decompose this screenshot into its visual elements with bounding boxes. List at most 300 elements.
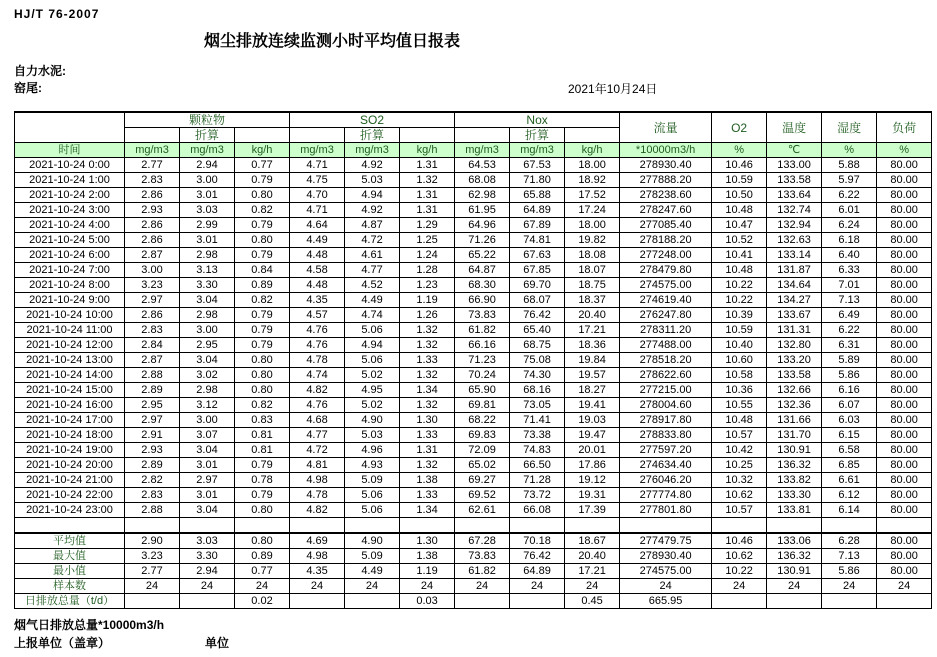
cell-value: 10.50	[712, 188, 767, 203]
cell-value: 4.81	[290, 458, 345, 473]
cell-value: 7.01	[822, 278, 877, 293]
cell-value: 17.39	[565, 503, 620, 518]
cell-value: 0.80	[235, 503, 290, 518]
unit-cell: kg/h	[565, 143, 620, 158]
cell-value: 10.22	[712, 293, 767, 308]
cell-value: 277215.00	[620, 383, 712, 398]
cell-value: 278917.80	[620, 413, 712, 428]
cell-value: 2.97	[125, 413, 180, 428]
row-time: 2021-10-24 14:00	[15, 368, 125, 383]
cell-value: 5.09	[345, 473, 400, 488]
cell-value: 80.00	[877, 308, 932, 323]
cell-value: 74.83	[510, 443, 565, 458]
cell-value: 0.79	[235, 323, 290, 338]
cell-value: 80.00	[877, 458, 932, 473]
table-row	[15, 473, 932, 488]
cell-value: 18.67	[565, 533, 620, 549]
corner-cell	[15, 112, 125, 143]
cell-value: 24	[455, 579, 510, 594]
cell-value: 277479.75	[620, 533, 712, 549]
cell-value: 133.20	[767, 353, 822, 368]
cell-value: 5.06	[345, 353, 400, 368]
row-time: 2021-10-24 5:00	[15, 233, 125, 248]
cell-value: 2.86	[125, 308, 180, 323]
table-row	[15, 263, 932, 278]
cell-value: 5.02	[345, 398, 400, 413]
cell-value: 4.94	[345, 338, 400, 353]
cell-value: 62.98	[455, 188, 510, 203]
table-row	[15, 278, 932, 293]
cell-value: 80.00	[877, 488, 932, 503]
cell-value: 2.86	[125, 218, 180, 233]
cell-value: 3.00	[180, 173, 235, 188]
row-time: 2021-10-24 17:00	[15, 413, 125, 428]
cell-value: 4.52	[345, 278, 400, 293]
cell-value: 4.35	[290, 293, 345, 308]
cell-value: 68.07	[510, 293, 565, 308]
cell-value: 80.00	[877, 368, 932, 383]
cell-value: 4.87	[345, 218, 400, 233]
cell-value: 4.98	[290, 473, 345, 488]
cell-value: 2.87	[125, 353, 180, 368]
cell-value: 4.76	[290, 323, 345, 338]
cell-value: 3.04	[180, 503, 235, 518]
cell-value: 6.58	[822, 443, 877, 458]
cell-value: 278930.40	[620, 158, 712, 173]
cell-value: 24	[877, 579, 932, 594]
cell-value: 0.02	[235, 594, 290, 609]
cell-value: 133.64	[767, 188, 822, 203]
row-time: 2021-10-24 6:00	[15, 248, 125, 263]
cell-value: 67.53	[510, 158, 565, 173]
cell-value: 4.49	[345, 564, 400, 579]
table-row	[15, 443, 932, 458]
cell-value: 1.32	[400, 398, 455, 413]
cell-value: 6.03	[822, 413, 877, 428]
cell-value: 73.38	[510, 428, 565, 443]
cell-value: 73.83	[455, 308, 510, 323]
cell-value: 132.63	[767, 233, 822, 248]
cell-value: 69.83	[455, 428, 510, 443]
cell-value: 3.01	[180, 488, 235, 503]
cell-value: 2.95	[125, 398, 180, 413]
cell-value: 278188.20	[620, 233, 712, 248]
flue-gas-total-note: 烟气日排放总量*10000m3/h	[14, 618, 165, 632]
cell-value: 4.64	[290, 218, 345, 233]
blank-cell	[400, 128, 455, 143]
cell-value: 66.08	[510, 503, 565, 518]
cell-value: 6.12	[822, 488, 877, 503]
cell-value: 71.80	[510, 173, 565, 188]
cell-value: 2.98	[180, 308, 235, 323]
cell-value: 133.82	[767, 473, 822, 488]
cell-value: 10.62	[712, 488, 767, 503]
cell-value: 5.97	[822, 173, 877, 188]
row-time: 2021-10-24 8:00	[15, 278, 125, 293]
cell-value: 71.26	[455, 233, 510, 248]
cell-value: 0.81	[235, 428, 290, 443]
cell-value: 2.83	[125, 173, 180, 188]
cell-value: 2.77	[125, 158, 180, 173]
cell-value	[767, 594, 822, 609]
cell-value: 5.06	[345, 503, 400, 518]
cell-value: 0.82	[235, 203, 290, 218]
cell-value: 4.70	[290, 188, 345, 203]
cell-value: 133.14	[767, 248, 822, 263]
cell-value: 66.90	[455, 293, 510, 308]
cell-value: 278004.60	[620, 398, 712, 413]
cell-value: 4.71	[290, 203, 345, 218]
cell-value: 133.00	[767, 158, 822, 173]
row-time: 2021-10-24 9:00	[15, 293, 125, 308]
cell-value: 67.85	[510, 263, 565, 278]
cell-value: 130.91	[767, 564, 822, 579]
cell-value: 61.82	[455, 564, 510, 579]
cell-value: 0.79	[235, 488, 290, 503]
cell-value: 2.91	[125, 428, 180, 443]
cell-value: 0.80	[235, 383, 290, 398]
cell-value	[345, 518, 400, 534]
unit-cell: mg/m3	[345, 143, 400, 158]
cell-value: 7.13	[822, 549, 877, 564]
cell-value: 80.00	[877, 473, 932, 488]
cell-value: 132.66	[767, 383, 822, 398]
cell-value: 0.45	[565, 594, 620, 609]
cell-value: 24	[510, 579, 565, 594]
cell-value: 64.53	[455, 158, 510, 173]
cell-value: 74.30	[510, 368, 565, 383]
cell-value: 278311.20	[620, 323, 712, 338]
cell-value: 0.80	[235, 533, 290, 549]
table-row	[15, 579, 932, 594]
cell-value: 1.32	[400, 458, 455, 473]
cell-value: 1.23	[400, 278, 455, 293]
cell-value: 3.13	[180, 263, 235, 278]
table-row	[15, 413, 932, 428]
cell-value: 18.00	[565, 158, 620, 173]
row-time	[15, 518, 125, 534]
unit-cell: mg/m3	[180, 143, 235, 158]
cell-value: 5.03	[345, 428, 400, 443]
cell-value: 4.77	[290, 428, 345, 443]
table-row	[15, 323, 932, 338]
group-header-row	[15, 112, 932, 128]
cell-value: 277248.00	[620, 248, 712, 263]
cell-value: 1.30	[400, 413, 455, 428]
cell-value: 2.93	[125, 443, 180, 458]
cell-value: 2.97	[125, 293, 180, 308]
cell-value: 278479.80	[620, 263, 712, 278]
cell-value: 4.90	[345, 533, 400, 549]
cell-value: 6.49	[822, 308, 877, 323]
cell-value: 277888.20	[620, 173, 712, 188]
cell-value: 2.88	[125, 368, 180, 383]
cell-value: 3.30	[180, 549, 235, 564]
cell-value: 277801.80	[620, 503, 712, 518]
cell-value: 2.84	[125, 338, 180, 353]
cell-value: 65.22	[455, 248, 510, 263]
cell-value: 80.00	[877, 248, 932, 263]
cell-value: 19.57	[565, 368, 620, 383]
cell-value: 17.24	[565, 203, 620, 218]
cell-value: 64.89	[510, 203, 565, 218]
cell-value	[510, 594, 565, 609]
cell-value: 20.40	[565, 549, 620, 564]
cell-value: 0.77	[235, 158, 290, 173]
cell-value: 19.41	[565, 398, 620, 413]
table-row	[15, 173, 932, 188]
cell-value: 132.74	[767, 203, 822, 218]
cell-value: 2.82	[125, 473, 180, 488]
cell-value: 6.07	[822, 398, 877, 413]
cell-value: 1.26	[400, 308, 455, 323]
cell-value: 4.78	[290, 488, 345, 503]
cell-value: 4.35	[290, 564, 345, 579]
cell-value: 65.90	[455, 383, 510, 398]
cell-value: 1.25	[400, 233, 455, 248]
col-group-particulate: 颗粒物	[125, 112, 290, 128]
cell-value: 278622.60	[620, 368, 712, 383]
cell-value: 80.00	[877, 218, 932, 233]
cell-value: 4.76	[290, 398, 345, 413]
blank-cell	[455, 128, 510, 143]
cell-value: 69.27	[455, 473, 510, 488]
data-rows	[15, 158, 932, 609]
cell-value: 131.70	[767, 428, 822, 443]
row-time: 2021-10-24 0:00	[15, 158, 125, 173]
cell-value: 4.72	[290, 443, 345, 458]
cell-value: 10.48	[712, 203, 767, 218]
cell-value: 7.13	[822, 293, 877, 308]
cell-value: 65.02	[455, 458, 510, 473]
converted-label: 折算	[345, 128, 400, 143]
cell-value: 68.75	[510, 338, 565, 353]
cell-value: 133.58	[767, 173, 822, 188]
unit-cell: ℃	[767, 143, 822, 158]
cell-value: 18.07	[565, 263, 620, 278]
cell-value	[290, 594, 345, 609]
cell-value: 80.00	[877, 549, 932, 564]
cell-value: 133.58	[767, 368, 822, 383]
cell-value: 71.28	[510, 473, 565, 488]
unit-cell: %	[877, 143, 932, 158]
table-row	[15, 353, 932, 368]
cell-value: 10.58	[712, 368, 767, 383]
cell-value: 2.86	[125, 233, 180, 248]
standard-code: HJ/T 76-2007	[14, 7, 100, 21]
row-time: 2021-10-24 18:00	[15, 428, 125, 443]
cell-value: 0.78	[235, 473, 290, 488]
cell-value	[712, 594, 767, 609]
cell-value: 4.93	[345, 458, 400, 473]
cell-value: 24	[180, 579, 235, 594]
unit-cell: kg/h	[235, 143, 290, 158]
row-label: 最大值	[15, 549, 125, 564]
cell-value: 278833.80	[620, 428, 712, 443]
cell-value: 10.25	[712, 458, 767, 473]
cell-value: 80.00	[877, 263, 932, 278]
cell-value: 278930.40	[620, 549, 712, 564]
cell-value: 5.03	[345, 173, 400, 188]
cell-value: 10.59	[712, 173, 767, 188]
cell-value: 0.83	[235, 413, 290, 428]
cell-value: 4.94	[345, 188, 400, 203]
cell-value: 1.38	[400, 549, 455, 564]
units-row	[15, 143, 932, 158]
cell-value: 3.01	[180, 458, 235, 473]
table-row	[15, 428, 932, 443]
cell-value: 274575.00	[620, 564, 712, 579]
cell-value: 72.09	[455, 443, 510, 458]
cell-value: 4.78	[290, 353, 345, 368]
cell-value: 24	[400, 579, 455, 594]
cell-value: 80.00	[877, 278, 932, 293]
cell-value: 17.86	[565, 458, 620, 473]
cell-value: 10.47	[712, 218, 767, 233]
cell-value: 69.81	[455, 398, 510, 413]
cell-value: 18.92	[565, 173, 620, 188]
cell-value: 3.23	[125, 549, 180, 564]
cell-value	[125, 518, 180, 534]
cell-value: 5.06	[345, 488, 400, 503]
cell-value: 4.71	[290, 158, 345, 173]
cell-value: 0.77	[235, 564, 290, 579]
table-row	[15, 549, 932, 564]
cell-value	[620, 518, 712, 534]
cell-value: 2.90	[125, 533, 180, 549]
blank-cell	[565, 128, 620, 143]
cell-value: 1.31	[400, 443, 455, 458]
cell-value: 277085.40	[620, 218, 712, 233]
cell-value: 4.82	[290, 503, 345, 518]
cell-value: 4.92	[345, 203, 400, 218]
cell-value	[125, 594, 180, 609]
cell-value: 80.00	[877, 338, 932, 353]
row-time: 2021-10-24 4:00	[15, 218, 125, 233]
cell-value: 1.29	[400, 218, 455, 233]
cell-value: 274634.40	[620, 458, 712, 473]
table-row	[15, 533, 932, 549]
cell-value: 1.31	[400, 203, 455, 218]
cell-value	[712, 518, 767, 534]
cell-value: 1.30	[400, 533, 455, 549]
unit-cell: mg/m3	[290, 143, 345, 158]
cell-value: 2.95	[180, 338, 235, 353]
cell-value: 1.33	[400, 428, 455, 443]
table-row	[15, 398, 932, 413]
row-time: 2021-10-24 2:00	[15, 188, 125, 203]
cell-value: 10.46	[712, 158, 767, 173]
cell-value: 274575.00	[620, 278, 712, 293]
cell-value: 3.01	[180, 188, 235, 203]
cell-value: 6.33	[822, 263, 877, 278]
cell-value: 276247.80	[620, 308, 712, 323]
col-humidity: 湿度	[822, 112, 877, 143]
cell-value: 4.75	[290, 173, 345, 188]
cell-value: 24	[620, 579, 712, 594]
unit-cell: %	[712, 143, 767, 158]
unit-cell: %	[822, 143, 877, 158]
cell-value: 19.82	[565, 233, 620, 248]
table-row	[15, 203, 932, 218]
cell-value: 4.61	[345, 248, 400, 263]
cell-value: 2.88	[125, 503, 180, 518]
cell-value: 74.81	[510, 233, 565, 248]
cell-value: 18.37	[565, 293, 620, 308]
cell-value: 4.49	[290, 233, 345, 248]
cell-value: 0.89	[235, 278, 290, 293]
cell-value: 6.18	[822, 233, 877, 248]
cell-value: 1.32	[400, 368, 455, 383]
cell-value: 24	[345, 579, 400, 594]
company-name: 自力水泥:	[14, 64, 66, 78]
cell-value: 2.87	[125, 248, 180, 263]
cell-value: 276046.20	[620, 473, 712, 488]
cell-value: 69.52	[455, 488, 510, 503]
row-time: 2021-10-24 15:00	[15, 383, 125, 398]
cell-value	[180, 594, 235, 609]
cell-value: 10.39	[712, 308, 767, 323]
cell-value: 67.89	[510, 218, 565, 233]
cell-value: 10.48	[712, 413, 767, 428]
cell-value	[767, 518, 822, 534]
cell-value: 10.46	[712, 533, 767, 549]
cell-value: 3.03	[180, 533, 235, 549]
cell-value: 3.04	[180, 443, 235, 458]
cell-value: 277774.80	[620, 488, 712, 503]
cell-value: 18.36	[565, 338, 620, 353]
row-time: 2021-10-24 1:00	[15, 173, 125, 188]
cell-value	[877, 518, 932, 534]
cell-value: 19.84	[565, 353, 620, 368]
cell-value: 133.81	[767, 503, 822, 518]
row-time: 2021-10-24 11:00	[15, 323, 125, 338]
table-row	[15, 218, 932, 233]
col-o2: O2	[712, 112, 767, 143]
cell-value: 278238.60	[620, 188, 712, 203]
cell-value: 80.00	[877, 158, 932, 173]
table-row	[15, 308, 932, 323]
report-date: 2021年10月24日	[568, 82, 658, 96]
cell-value: 20.01	[565, 443, 620, 458]
cell-value: 277488.00	[620, 338, 712, 353]
cell-value: 1.19	[400, 293, 455, 308]
cell-value: 10.32	[712, 473, 767, 488]
table-row	[15, 158, 932, 173]
cell-value: 75.08	[510, 353, 565, 368]
cell-value: 10.48	[712, 263, 767, 278]
cell-value: 4.92	[345, 158, 400, 173]
cell-value: 4.90	[345, 413, 400, 428]
cell-value: 3.04	[180, 353, 235, 368]
cell-value: 73.83	[455, 549, 510, 564]
cell-value: 6.61	[822, 473, 877, 488]
row-label: 样本数	[15, 579, 125, 594]
cell-value: 2.94	[180, 158, 235, 173]
cell-value: 68.30	[455, 278, 510, 293]
cell-value	[290, 518, 345, 534]
cell-value: 69.70	[510, 278, 565, 293]
cell-value: 80.00	[877, 443, 932, 458]
cell-value: 24	[767, 579, 822, 594]
cell-value: 0.79	[235, 173, 290, 188]
cell-value: 0.89	[235, 549, 290, 564]
cell-value: 71.41	[510, 413, 565, 428]
cell-value: 3.30	[180, 278, 235, 293]
cell-value: 80.00	[877, 173, 932, 188]
cell-value: 0.79	[235, 458, 290, 473]
row-label: 平均值	[15, 533, 125, 549]
